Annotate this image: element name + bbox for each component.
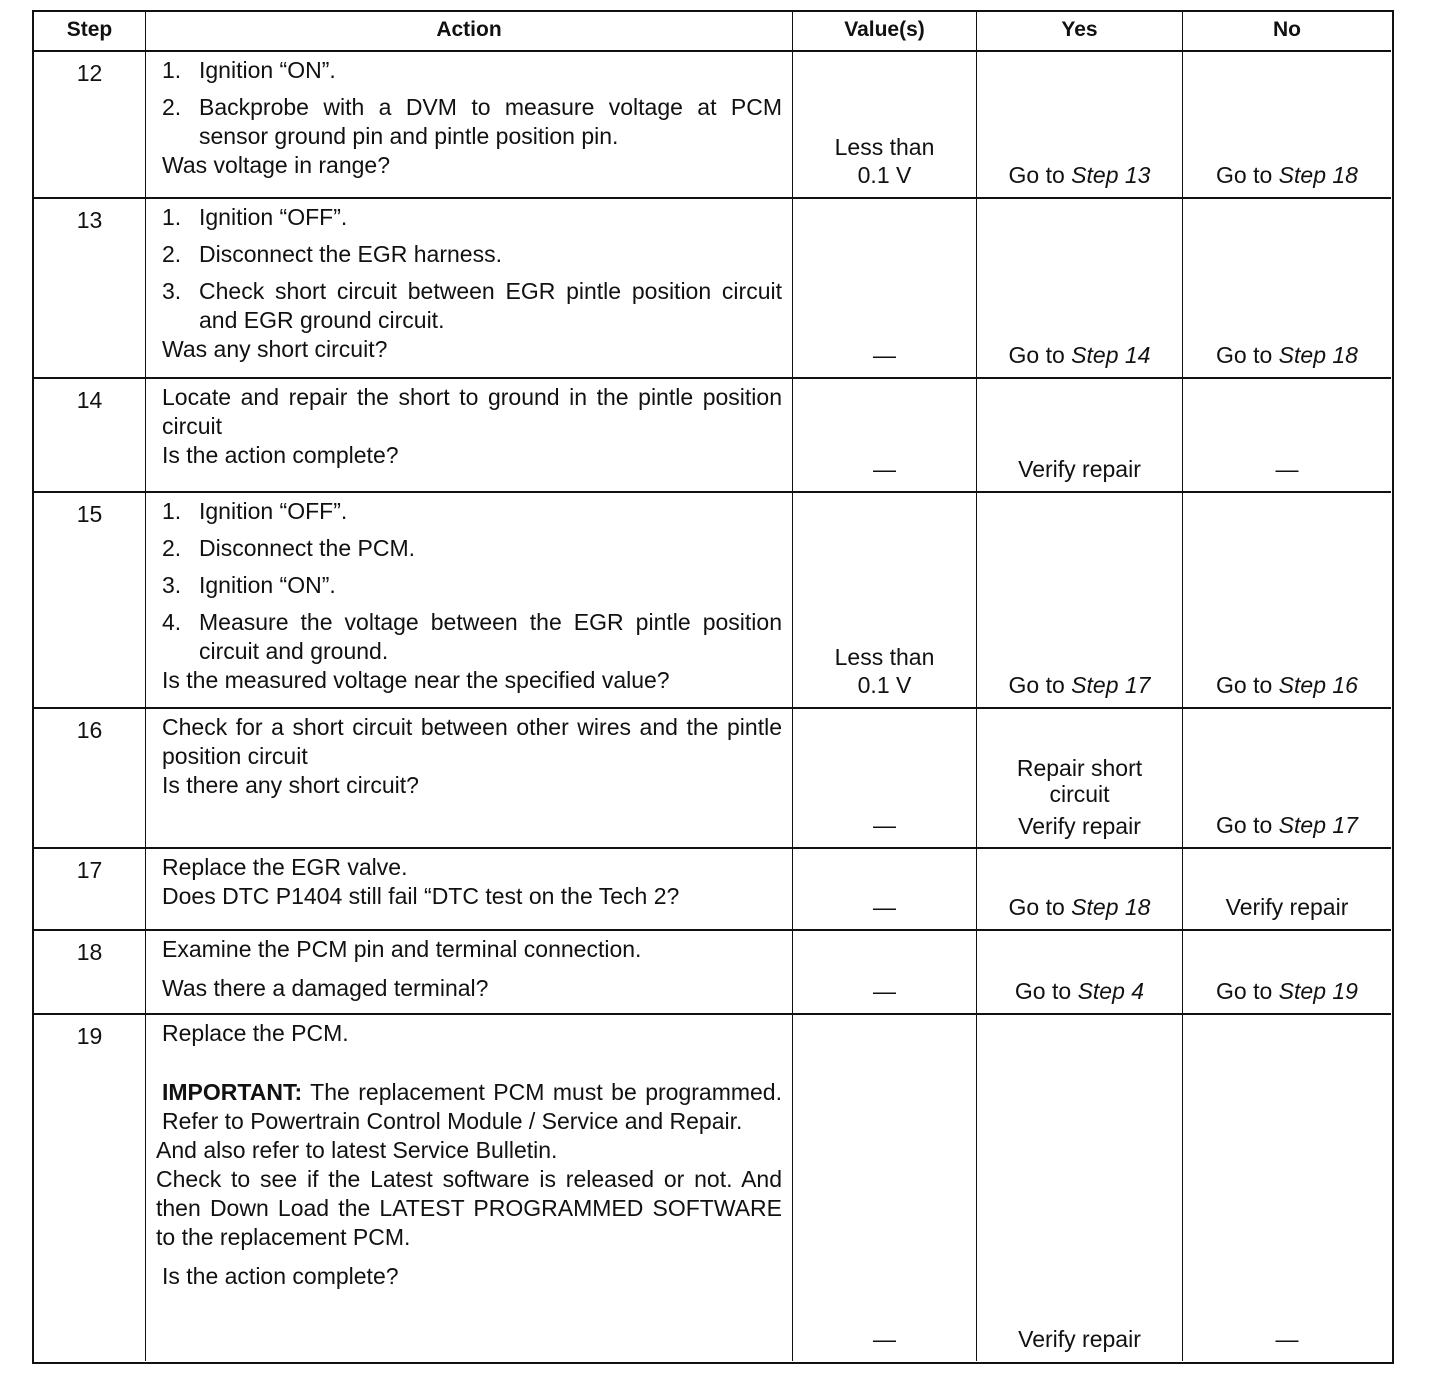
action-cell [146,1015,793,1361]
diagnostic-table [32,10,1394,1364]
value-cell: — [793,1015,977,1361]
action-cell [146,379,793,493]
step-number: 15 [34,493,146,709]
action-text: Examine the PCM pin and terminal connection. [162,936,642,962]
yes-cell: Go to Step 14 [977,199,1183,379]
value-cell: — [793,931,977,1015]
yes-cell: Repair short circuit Verify repair [977,709,1183,849]
action-item: 4. Measure the voltage between the EGR pintle position circuit and ground. [162,609,782,664]
action-question: Is the action complete? [162,1263,399,1289]
action-text: Check for a short circuit between other wires and the pintle position circuit [162,714,782,769]
action-text: Locate and repair the short to ground in the pintle position circuit [162,384,782,439]
action-question: Does DTC P1404 still fail “DTC test on the Tech 2? [162,883,680,909]
value-cell: — [793,199,977,379]
yes-cell: Go to Step 4 [977,931,1183,1015]
value-cell: — [793,849,977,931]
action-text: And also refer to latest Service Bulletin. [156,1137,558,1163]
value-cell: — [793,709,977,849]
header-no: No [1183,12,1391,52]
value-cell: Less than 0.1 V [793,52,977,199]
header-step: Step [34,12,146,52]
no-cell: — [1275,1326,1299,1352]
header-action: Action [146,12,793,52]
header-values: Value(s) [793,12,977,52]
action-item: 3. Ignition “ON”. [162,572,336,598]
action-question: Was any short circuit? [162,336,388,362]
no-cell: — [1183,379,1391,493]
action-question: Was there a damaged terminal? [162,975,489,1001]
yes-cell: Go to Step 18 [977,849,1183,931]
header-yes: Yes [977,12,1183,52]
value-cell: — [793,379,977,493]
action-question: Is there any short circuit? [162,772,419,798]
action-item: 1. Ignition “ON”. [162,57,336,83]
step-number: 17 [34,849,146,931]
no-cell: Go to Step 19 [1183,931,1391,1015]
action-cell [146,52,793,199]
action-cell [146,493,793,709]
action-question: Is the action complete? [162,442,399,468]
action-text: Check to see if the Latest software is released or not. And then Down Load the LATEST PROGRAMMED SOFTWARE to the replacement PCM. [156,1166,782,1250]
yes-cell: Verify repair [977,1015,1183,1361]
action-cell [146,709,793,849]
step-number: 19 [34,1015,146,1361]
no-cell: Go to Step 18 [1183,199,1391,379]
no-cell: Go to Step 17 [1183,709,1391,849]
yes-cell: Verify repair [977,379,1183,493]
action-item: 2. Disconnect the PCM. [162,535,416,561]
important-label: IMPORTANT: [162,1079,303,1105]
action-cell [146,931,793,1015]
action-question: Is the measured voltage near the specified value? [162,667,670,693]
yes-cell: Go to Step 17 [977,493,1183,709]
important-note: IMPORTANT: The replacement PCM must be programmed. Refer to Powertrain Control Module / Service and Repair. [162,1079,782,1134]
action-item: 1. Ignition “OFF”. [162,498,348,524]
no-cell: Verify repair [1183,849,1391,931]
step-number: 16 [34,709,146,849]
step-number: 18 [34,931,146,1015]
no-cell: Go to Step 18 [1183,52,1391,199]
action-text: Replace the PCM. [162,1020,349,1046]
step-number: 13 [34,199,146,379]
value-cell: Less than 0.1 V [793,493,977,709]
no-cell: Go to Step 16 [1183,493,1391,709]
step-number: 14 [34,379,146,493]
action-item: 3. Check short circuit between EGR pintle position circuit and EGR ground circuit. [162,278,782,333]
action-item: 2. Disconnect the EGR harness. [162,241,502,267]
yes-cell: Go to Step 13 [977,52,1183,199]
action-cell [146,199,793,379]
action-text: Replace the EGR valve. [162,854,408,880]
action-item: 2. Backprobe with a DVM to measure voltage at PCM sensor ground pin and pintle position pin. [162,94,782,149]
action-cell [146,849,793,931]
action-item: 1. Ignition “OFF”. [162,204,348,230]
action-question: Was voltage in range? [162,152,391,178]
step-number: 12 [34,52,146,199]
